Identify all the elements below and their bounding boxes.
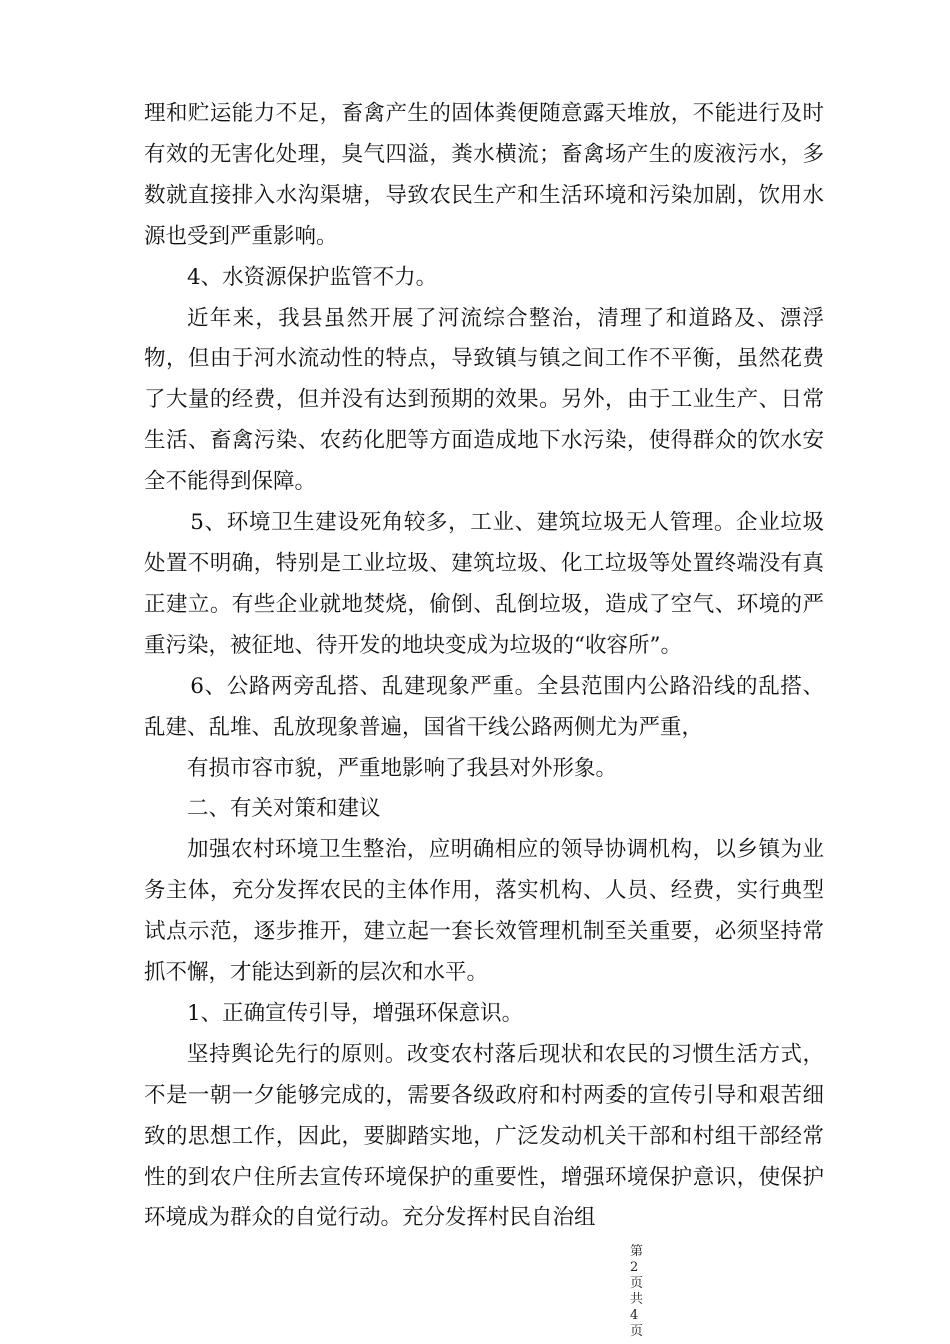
paragraph-countermeasures: 加强农村环境卫生整治，应明确相应的领导协调机构，以乡镇为业务主体，充分发挥农民的主体作用，落实机构、人员、经费，实行典型试点示范，逐步推开，建立起一套长效管理机制至关重要，必须坚持常抓不懈，才能达到新的层次和水平。	[144, 837, 824, 986]
section-heading-water-protection: 4、水资源保护监管不力。	[187, 264, 438, 290]
paragraph-continuation: 理和贮运能力不足，畜禽产生的固体粪便随意露天堆放，不能进行及时有效的无害化处理，臭气四溢，粪水横流；畜禽场产生的废液污水，多数就直接排入水沟渠塘，导致农民生产和生活环境和污染加剧，饮用水源也受到严重影响。	[144, 101, 824, 249]
document-body	[144, 94, 824, 1239]
page-number: 第2页共4页	[630, 1244, 644, 1339]
paragraph-roadside: 6、公路两旁乱搭、乱建现象严重。全县范围内公路沿线的乱搭、乱建、乱堆、乱放现象普遍，国省干线公路两侧尤为严重，	[144, 673, 824, 740]
section-heading-publicity: 1、正确宣传引导，增强环保意识。	[187, 1000, 524, 1026]
section-heading-countermeasures: 二、有关对策和建议	[187, 796, 381, 822]
paragraph-sanitation: 5、环境卫生建设死角较多，工业、建筑垃圾无人管理。企业垃圾处置不明确，特别是工业垃圾、建筑垃圾、化工垃圾等处置终端没有真正建立。有些企业就地焚烧，偷倒、乱倒垃圾，造成了空气、环境的严重污染，被征地、待开发的地块变成为垃圾的“收容所”。	[144, 510, 824, 658]
paragraph-publicity: 坚持舆论先行的原则。改变农村落后现状和农民的习惯生活方式，不是一朝一夕能够完成的，需要各级政府和村两委的宣传引导和艰苦细致的思想工作，因此，要脚踏实地，广泛发动机关干部和村组干部经常性的到农户住所去宣传环境保护的重要性，增强环境保护意识，使保护环境成为群众的自觉行动。充分发挥村民自治组	[144, 1041, 824, 1231]
paragraph-water-protection: 近年来，我县虽然开展了河流综合整治，清理了和道路及、漂浮物，但由于河水流动性的特点，导致镇与镇之间工作不平衡，虽然花费了大量的经费，但并没有达到预期的效果。另外，由于工业生产、日常生活、畜禽污染、农药化肥等方面造成地下水污染，使得群众的饮水安全不能得到保障。	[144, 305, 824, 495]
page-footer	[0, 1244, 644, 1340]
paragraph-roadside-continued: 有损市容市貌，严重地影响了我县对外形象。	[187, 755, 618, 781]
